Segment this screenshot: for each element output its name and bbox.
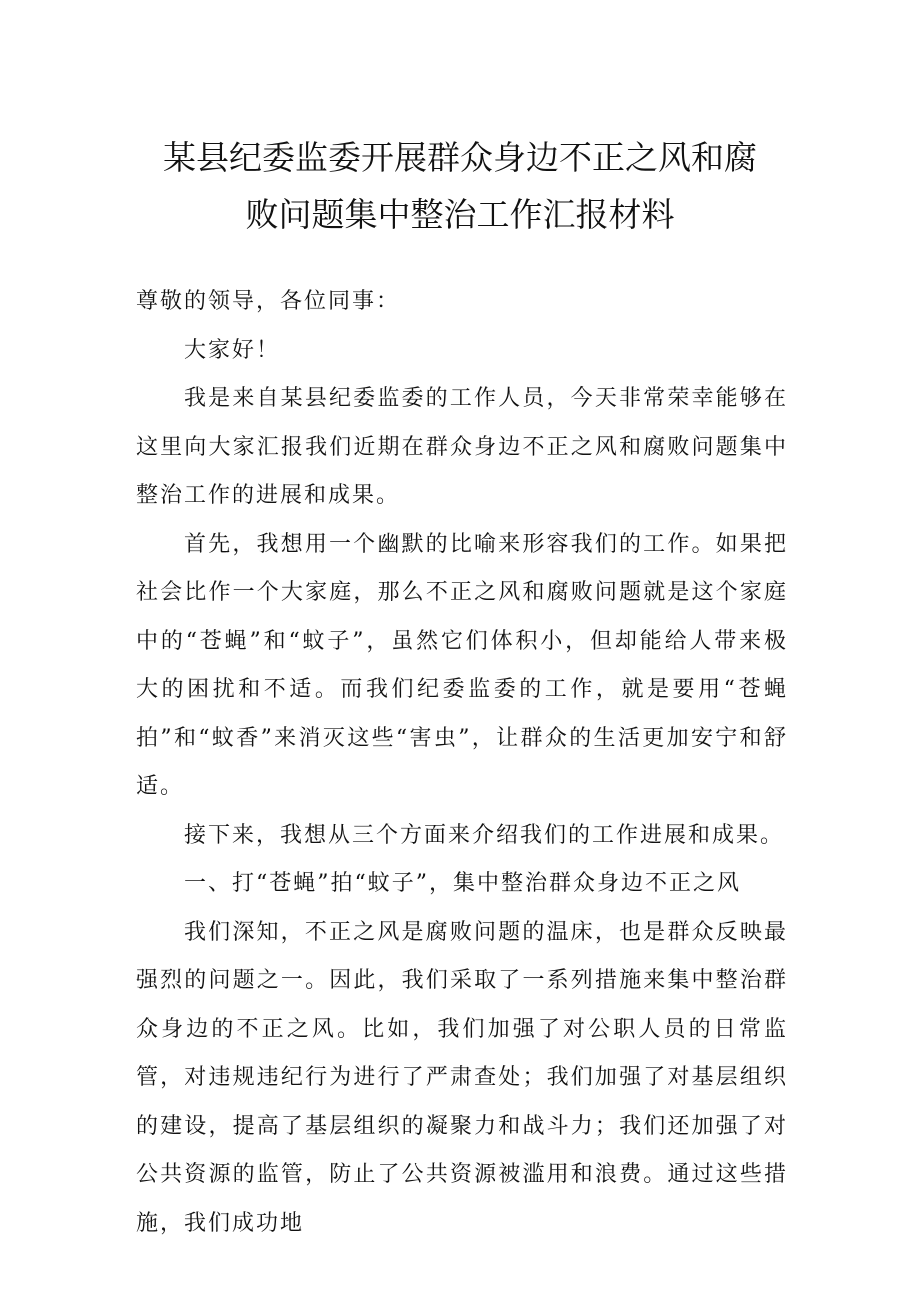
document-title-line-2: 败问题集中整治工作汇报材料 (245, 195, 675, 234)
section-heading-1: 一、打“苍蝇”拍“蚊子”，集中整治群众身边不正之风 (184, 871, 741, 896)
document-title-line-1: 某县纪委监委开展群众身边不正之风和腐 (163, 138, 757, 177)
paragraph-overview: 接下来，我想从三个方面来介绍我们的工作进展和成果。 (184, 822, 785, 848)
paragraph-metaphor: 首先，我想用一个幽默的比喻来形容我们的工作。如果把社会比作一个大家庭，那么不正之风和腐败问题就是这个家庭中的“苍蝇”和“蚊子”，虽然它们体积小，但却能给人带来极大的困扰和不适。而我们纪委监委的工作，就是要用“苍蝇拍”和“蚊香”来消灭这些“害虫”，让群众的生活更加安宁和舒适。 (136, 531, 788, 799)
paragraph-greeting: 大家好！ (184, 337, 281, 363)
document-body (136, 278, 788, 1248)
salutation: 尊敬的领导，各位同事： (136, 289, 401, 314)
paragraph-introduction: 我是来自某县纪委监委的工作人员，今天非常荣幸能够在这里向大家汇报我们近期在群众身边不正之风和腐败问题集中整治工作的进展和成果。 (136, 386, 788, 508)
paragraph-section-1: 我们深知，不正之风是腐败问题的温床，也是群众反映最强烈的问题之一。因此，我们采取了一系列措施来集中整治群众身边的不正之风。比如，我们加强了对公职人员的日常监管，对违规违纪行为进行了严肃查处；我们加强了对基层组织的建设，提高了基层组织的凝聚力和战斗力；我们还加强了对公共资源的监管，防止了公共资源被滥用和浪费。通过这些措施，我们成功地 (136, 919, 788, 1236)
